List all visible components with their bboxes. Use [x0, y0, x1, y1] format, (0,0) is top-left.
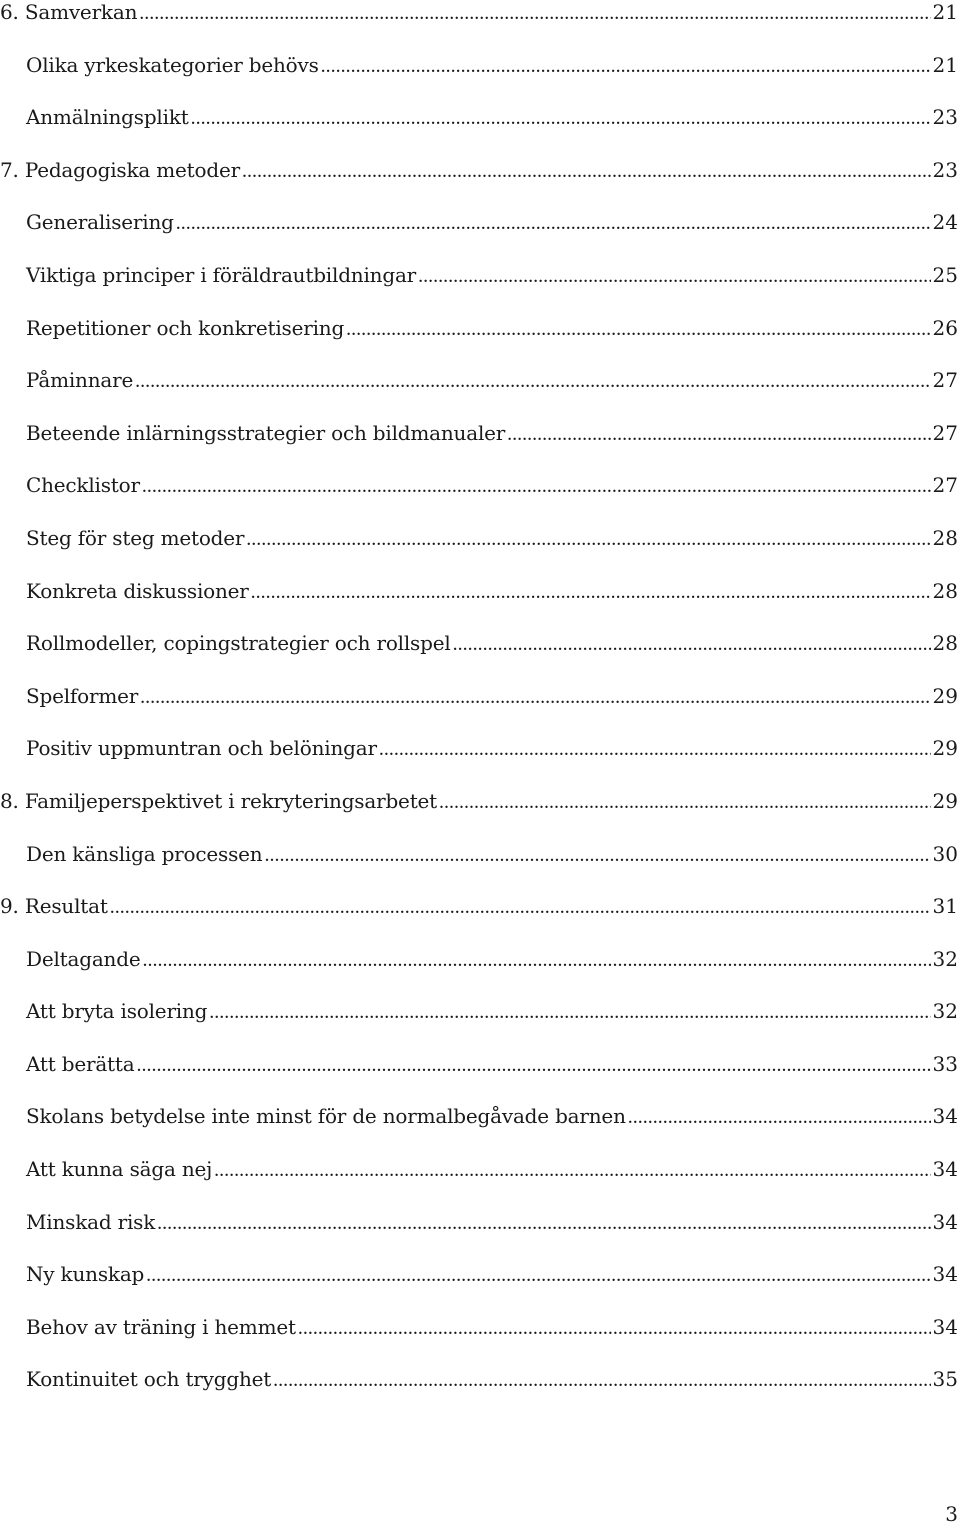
- toc-entry-page: 31: [932, 894, 958, 919]
- toc-entry-title: 6. Samverkan: [0, 0, 138, 24]
- toc-entry-title: Checklistor: [26, 473, 140, 498]
- toc-entry-page: 26: [932, 315, 958, 340]
- toc-entry-title: 7. Pedagogiska metoder: [0, 157, 240, 182]
- toc-entry-page: 28: [932, 631, 958, 656]
- toc-dot-leader: [214, 1156, 930, 1184]
- toc-entry[interactable]: [0, 366, 958, 419]
- toc-entry-title: 8. Familjeperspektivet i rekryteringsarbetet: [0, 788, 438, 813]
- toc-dot-leader: [135, 367, 930, 395]
- toc-dot-leader: [176, 209, 931, 237]
- toc-entry-page: 25: [932, 262, 958, 287]
- toc-entry[interactable]: [0, 892, 958, 945]
- toc-dot-leader: [453, 630, 931, 658]
- toc-dot-leader: [251, 578, 931, 606]
- toc-entry[interactable]: [0, 682, 958, 735]
- toc-dot-leader: [628, 1103, 931, 1131]
- toc-entry[interactable]: [0, 208, 958, 261]
- toc-entry[interactable]: [0, 524, 958, 577]
- toc-entry[interactable]: [0, 1102, 958, 1155]
- toc-entry-title: Konkreta diskussioner: [26, 578, 249, 603]
- toc-entry-title: Ny kunskap: [26, 1262, 145, 1287]
- toc-entry-page: 29: [932, 683, 958, 708]
- toc-entry[interactable]: [0, 1260, 958, 1313]
- toc-dot-leader: [439, 788, 931, 816]
- toc-entry-page: 28: [932, 525, 958, 550]
- toc-entry-title: Generalisering: [26, 210, 174, 235]
- toc-entry[interactable]: [0, 314, 958, 367]
- toc-dot-leader: [142, 472, 931, 500]
- toc-dot-leader: [246, 525, 930, 553]
- toc-dot-leader: [142, 946, 930, 974]
- toc-entry[interactable]: [0, 1155, 958, 1208]
- toc-entry[interactable]: [0, 103, 958, 156]
- toc-entry-page: 34: [932, 1209, 958, 1234]
- toc-entry[interactable]: [0, 997, 958, 1050]
- toc-entry[interactable]: [0, 787, 958, 840]
- toc-entry-title: Skolans betydelse inte minst för de normalbegåvade barnen: [26, 1104, 626, 1129]
- page-number: 3: [945, 1502, 958, 1526]
- toc-entry-title: Påminnare: [26, 368, 134, 393]
- toc-entry-page: 29: [932, 736, 958, 761]
- toc-entry[interactable]: [0, 577, 958, 630]
- toc-entry-page: 32: [932, 946, 958, 971]
- toc-entry-title: Att bryta isolering: [26, 999, 208, 1024]
- toc-entry-title: Repetitioner och konkretisering: [26, 315, 345, 340]
- toc-entry[interactable]: [0, 734, 958, 787]
- toc-entry[interactable]: [0, 945, 958, 998]
- toc-dot-leader: [418, 262, 930, 290]
- toc-entry-page: 27: [932, 368, 958, 393]
- toc-dot-leader: [242, 157, 931, 185]
- toc-dot-leader: [298, 1314, 931, 1342]
- toc-entry-page: 27: [932, 420, 958, 445]
- toc-entry[interactable]: [0, 1050, 958, 1103]
- toc-entry[interactable]: [0, 51, 958, 104]
- toc-entry-title: Minskad risk: [26, 1209, 156, 1234]
- toc-entry-page: 35: [932, 1367, 958, 1392]
- toc-dot-leader: [191, 104, 931, 132]
- toc-entry-page: 32: [932, 999, 958, 1024]
- toc-entry[interactable]: [0, 840, 958, 893]
- toc-dot-leader: [146, 1261, 930, 1289]
- toc-entry-page: 30: [932, 841, 958, 866]
- toc-entry-page: 23: [932, 157, 958, 182]
- toc-entry[interactable]: [0, 156, 958, 209]
- toc-entry-title: Spelformer: [26, 683, 139, 708]
- toc-entry-title: Den känsliga processen: [26, 841, 263, 866]
- toc-entry[interactable]: [0, 419, 958, 472]
- toc-dot-leader: [110, 893, 931, 921]
- toc-entry-title: Viktiga principer i föräldrautbildningar: [26, 262, 417, 287]
- toc-entry[interactable]: [0, 261, 958, 314]
- toc-entry-title: Steg för steg metoder: [26, 525, 245, 550]
- toc-entry-page: 34: [932, 1262, 958, 1287]
- toc-entry-title: Anmälningsplikt: [26, 105, 189, 130]
- toc-dot-leader: [346, 315, 930, 343]
- toc-dot-leader: [273, 1366, 930, 1394]
- toc-entry[interactable]: [0, 629, 958, 682]
- toc-entry-page: 33: [932, 1051, 958, 1076]
- toc-dot-leader: [139, 0, 930, 27]
- toc-dot-leader: [209, 998, 930, 1026]
- toc-entry-title: Positiv uppmuntran och belöningar: [26, 736, 377, 761]
- toc-entry-title: Olika yrkeskategorier behövs: [26, 52, 319, 77]
- toc-entry[interactable]: [0, 471, 958, 524]
- toc-entry-title: 9. Resultat: [0, 894, 108, 919]
- toc-entry-title: Att berätta: [26, 1051, 135, 1076]
- toc-entry-title: Behov av träning i hemmet: [26, 1314, 296, 1339]
- toc-entry-page: 21: [932, 0, 958, 24]
- toc-dot-leader: [157, 1209, 930, 1237]
- toc-entry-page: 34: [932, 1104, 958, 1129]
- toc-entry[interactable]: [0, 0, 958, 51]
- toc-entry-title: Rollmodeller, copingstrategier och rollspel: [26, 631, 451, 656]
- toc-entry-page: 34: [932, 1157, 958, 1182]
- toc-dot-leader: [136, 1051, 930, 1079]
- toc-entry-title: Deltagande: [26, 946, 141, 971]
- toc-entry[interactable]: [0, 1365, 958, 1418]
- toc-entry-page: 24: [932, 210, 958, 235]
- toc-entry-page: 34: [932, 1314, 958, 1339]
- toc-entry-title: Kontinuitet och trygghet: [26, 1367, 272, 1392]
- toc-entry-title: Beteende inlärningsstrategier och bildmanualer: [26, 420, 506, 445]
- toc-entry[interactable]: [0, 1208, 958, 1261]
- toc-dot-leader: [507, 420, 930, 448]
- toc-entry-title: Att kunna säga nej: [26, 1157, 213, 1182]
- toc-entry-page: 29: [932, 788, 958, 813]
- toc-dot-leader: [379, 735, 931, 763]
- toc-entry-page: 23: [932, 105, 958, 130]
- toc-dot-leader: [321, 52, 931, 80]
- toc-entry-page: 21: [932, 52, 958, 77]
- toc-dot-leader: [140, 683, 930, 711]
- toc-entry-page: 28: [932, 578, 958, 603]
- toc-entry-page: 27: [932, 473, 958, 498]
- toc-entry[interactable]: [0, 1313, 958, 1366]
- toc-dot-leader: [264, 841, 930, 869]
